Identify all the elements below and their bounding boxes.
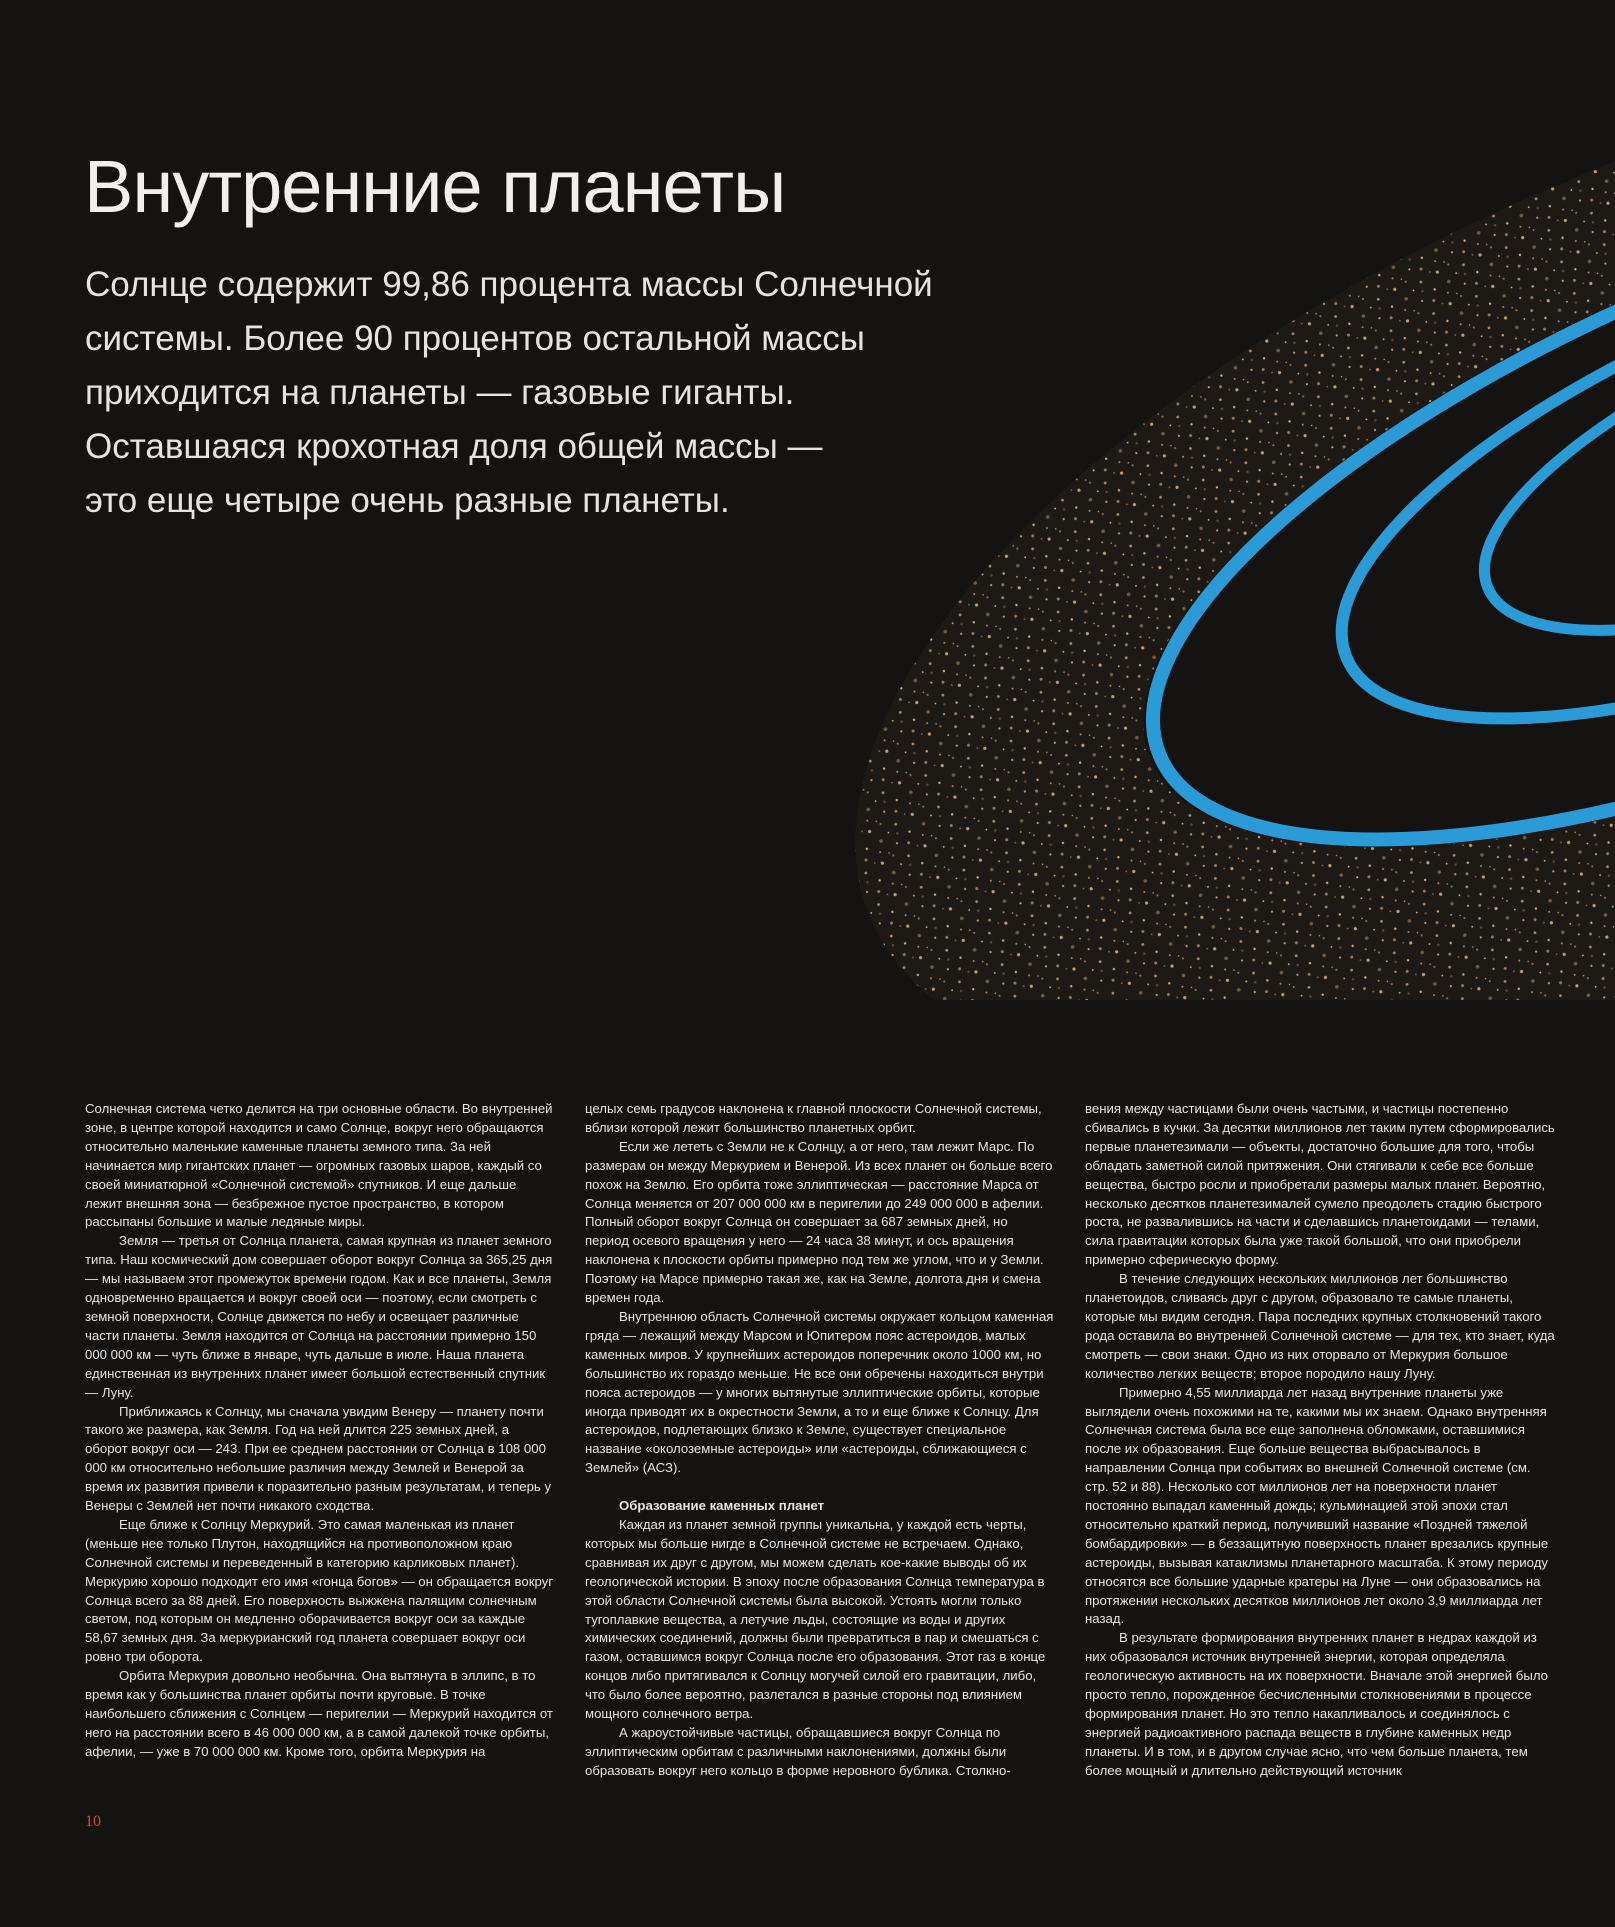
paragraph: Еще ближе к Солнцу Меркурий. Это самая маленькая из планет (меньше нее только Плутон, находящийся на противоположном краю Солнечной системы и переведенный в категорию карликовых планет). Меркурию хорошо подходит его имя «гонца богов» — он обращается вокруг Солнца всего за 88 дней. Его поверхность выжжена палящим солнечным светом, под которым он медленно оборачивается вокруг оси за каждые 58,67 земных дня. За меркурианский год планета совершает вокруг оси ровно три оборота. xyxy=(85,1516,554,1665)
paragraph: целых семь градусов наклонена к главной плоскости Солнечной системы, вблизи которой лежит большинство планетных орбит. xyxy=(585,1101,1042,1135)
paragraph: Солнечная система четко делится на три основные области. Во внутренней зоне, в центре которой находится и само Солнце, вокруг него обращаются относительно маленькие каменные планеты земного типа. За ней начинается мир гигантских планет — огромных газовых шаров, каждый со своей миниатюрной «Солнечной системой» спутников. И еще дальше лежит внешняя зона — безбрежное пустое пространство, в котором рассыпаны большие и малые ледяные миры. xyxy=(85,1101,553,1230)
paragraph: вения между частицами были очень частыми, и частицы постепенно сбивались в кучки. За десятки миллионов лет таким путем сформировались первые планетезимали — объекты, достаточно большие для того, чтобы обладать заметной силой притяжения. Они стягивали к себе все больше вещества, быстро росли и приобретали размеры малых планет. Вероятно, несколько десятков планетезималей сумело преодолеть стадию быстрого роста, не развалившись на части и сделавшись планетоидами — телами, сила гравитации которых была уже такой большой, что они приобрели примерно сферическую форму. xyxy=(1085,1101,1555,1268)
lead-line: приходится на планеты — газовые гиганты. xyxy=(85,373,795,412)
lead-line: это еще четыре очень разные планеты. xyxy=(85,481,730,520)
column-1 xyxy=(85,1100,555,1762)
lead-line: системы. Более 90 процентов остальной массы xyxy=(85,319,865,358)
lead-line: Солнце содержит 99,86 процента массы Солнечной xyxy=(85,265,933,304)
paragraph: Каждая из планет земной группы уникальна, у каждой есть черты, которых мы больше нигде в Солнечной системе не встречаем. Однако, сравнивая их друг с другом, мы можем сделать кое-какие выводы об их геологической истории. В эпоху после образования Солнца температура в этой области Солнечной системы была высокой. Устоять могли только тугоплавкие вещества, а летучие льды, состоящие из воды и других химических соединений, должны были превратиться в пар и смешаться с газом, оставшимся вокруг Солнца после его образования. Этот газ в конце концов либо притягивался к Солнцу могучей силой его гравитации, либо, что было более вероятно, разлетался в разные стороны под влиянием мощного солнечного ветра. xyxy=(585,1517,1046,1722)
paragraph: В течение следующих нескольких миллионов лет большинство планетоидов, сливаясь друг с другом, образовало те самые планеты, которые мы видим сегодня. Пара последних крупных столкновений такого рода оставила во внутренней Солнечной системе — для тех, кто знает, куда смотреть — свои знаки. Одно из них оторвало от Меркурия большое количество легких веществ; второе породило нашу Луну. xyxy=(1085,1271,1555,1381)
page-number: 10 xyxy=(85,1813,101,1830)
paragraph: Земля — третья от Солнца планета, самая крупная из планет земного типа. Наш космический дом совершает оборот вокруг Солнца за 365,25 дня — мы называем этот промежуток времени годом. Как и все планеты, Земля одновременно вращается и вокруг своей оси — поэтому, если смотреть с земной поверхности, Солнце движется по небу и освещает различные части планеты. Земля находится от Солнца на расстоянии примерно 150 000 000 км — чуть ближе в январе, чуть дальше в июле. Наша планета единственная из внутренних планет имеет большой естественный спутник — Луну. xyxy=(85,1233,553,1400)
paragraph: В результате формирования внутренних планет в недрах каждой из них образовался источник внутренней энергии, которая определяла геологическую активность на их поверхности. Вначале этой энергией было просто тепло, порожденное бесчисленными столкновениями в процессе формирования планет. Но это тепло накапливалось и соединялось с энергией радиоактивного распада веществ в глубине каменных недр планеты. И в том, и в другом случае ясно, что чем больше планета, тем более мощный и длительно действующий источник xyxy=(1085,1630,1549,1778)
paragraph: А жароустойчивые частицы, обращавшиеся вокруг Солнца по эллиптическим орбитам с различными наклонениями, должны были образовать вокруг него кольцо в форме неровного бублика. Столкно- xyxy=(585,1725,1011,1778)
paragraph: Орбита Меркурия довольно необычна. Она вытянута в эллипс, в то время как у большинства планет орбиты почти круговые. В точке наибольшего сближения с Солнцем — перигелии — Меркурий находится от него на расстоянии всего в 46 000 000 км, а в самой далекой точке орбиты, афелии, — уже в 70 000 000 км. Кроме того, орбита Меркурия на xyxy=(85,1668,553,1759)
paragraph: Внутреннюю область Солнечной системы окружает кольцом каменная гряда — лежащий между Марсом и Юпитером пояс астероидов, малых каменных миров. У крупнейших астероидов поперечник около 1000 км, но большинство их гораздо меньше. Не все они обречены находиться внутри пояса астероидов — у многих вытянутые эллиптические орбиты, которые иногда приводят их в окрестности Земли, а то и еще ближе к Солнцу. Для астероидов, подлетающих близко к Земле, существует специальное название «околоземные астероиды» или «астероиды, сближающиеся с Землей» (АСЗ). xyxy=(585,1308,1054,1476)
column-2 xyxy=(585,1100,1055,1781)
section-subheading: Образование каменных планет xyxy=(619,1498,825,1514)
paragraph: Приближаясь к Солнцу, мы сначала увидим Венеру — планету почти такого же размера, как Земля. Год на ней длится 225 земных дней, а оборот вокруг оси — 243. При ее среднем расстоянии от Солнца в 108 000 000 км относительно небольшие различия между Землей и Венерой за время их развития привели к поразительно разным результатам, и теперь у Венеры с Землей нет почти никакого сходства. xyxy=(85,1403,552,1514)
paragraph: Если же лететь с Земли не к Солнцу, а от него, там лежит Марс. По размерам он между Меркурием и Венерой. Из всех планет он больше всего похож на Землю. Его орбита тоже эллиптическая — расстояние Марса от Солнца меняется от 207 000 000 км в перигелии до 249 000 000 в афелии. Полный оборот вокруг Солнца он совершает за 687 земных дней, но период осевого вращения у него — 24 часа 38 минут, и ось вращения наклонена к плоскости орбиты примерно под тем же углом, что и у Земли. Поэтому на Марсе примерно такая же, как на Земле, долгота дня и смена времен года. xyxy=(585,1138,1053,1306)
lead-line: Оставшаяся крохотная доля общей массы — xyxy=(85,427,823,466)
column-3 xyxy=(1085,1100,1555,1781)
page-title: Внутренние планеты xyxy=(84,145,786,228)
paragraph: Примерно 4,55 миллиарда лет назад внутренние планеты уже выглядели очень похожими на те, какими мы их знаем. Однако внутренняя Солнечная система была все еще заполнена обломками, оставшимися после их образования. Еще больше вещества выбрасывалось в направлении Солнца при событиях во внешней Солнечной системе (см. стр. 52 и 88). Несколько сот миллионов лет на поверхности планет постоянно выпадал каменный дождь; кульминацией этой эпохи стал относительно краткий период, получивший название «Поздней тяжелой бомбардировки» — в беззащитную поверхность планет врезались крупные астероиды, вызывая катаклизмы планетарного масштаба. К этому периоду относятся все большие ударные кратеры на Луне — они образовались на протяжении нескольких десятков миллионов лет около 3,9 миллиарда лет назад. xyxy=(1085,1384,1549,1627)
